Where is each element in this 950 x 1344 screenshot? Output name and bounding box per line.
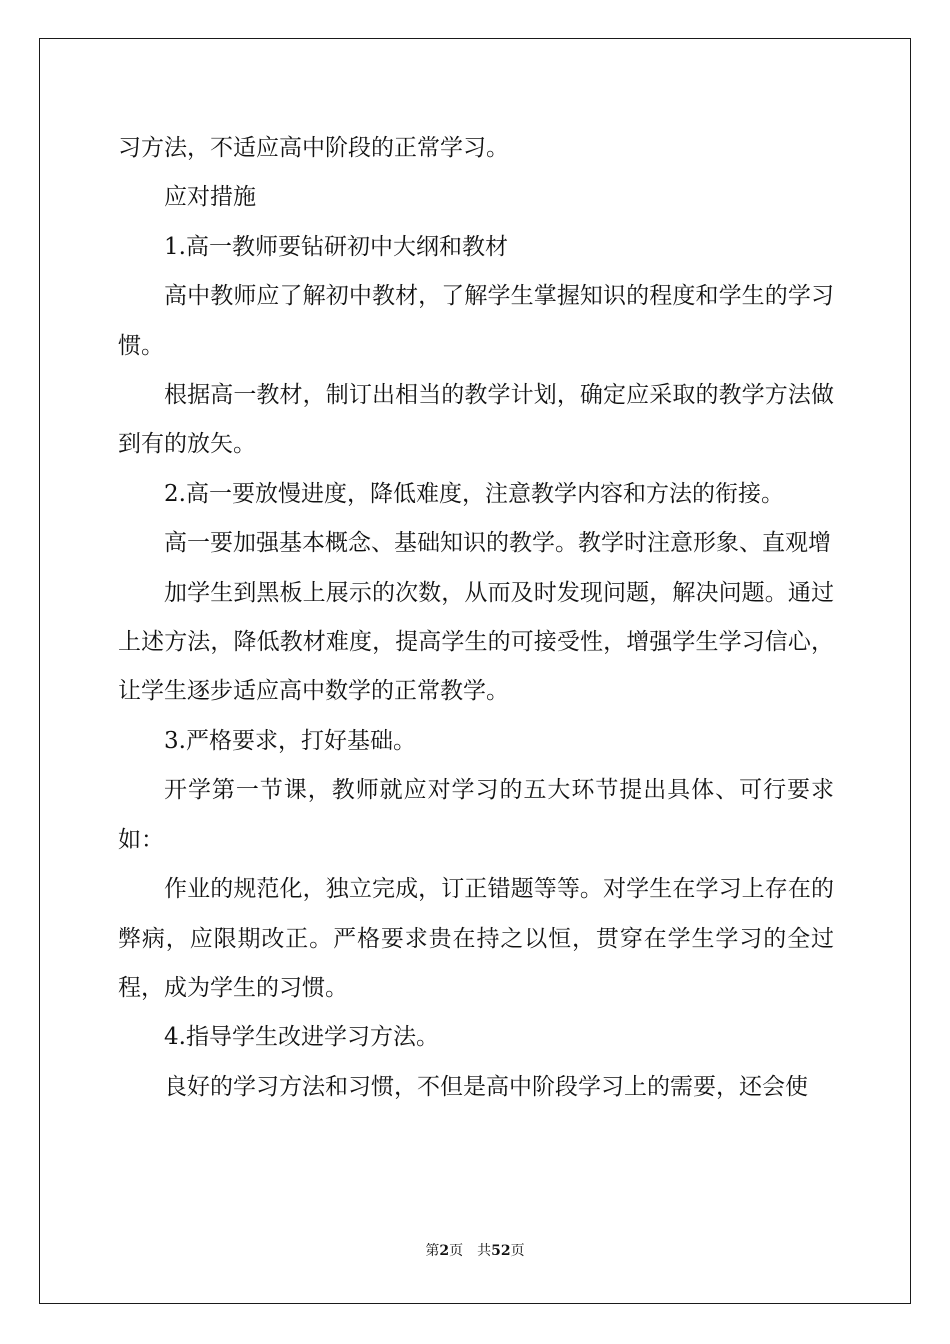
paragraph-5: 2.高一要放慢进度，降低难度，注意教学内容和方法的衔接。 <box>164 480 784 507</box>
paragraph-6: 高一要加强基本概念、基础知识的教学。教学时注意形象、直观增 <box>164 530 831 557</box>
paragraph-4: 根据高一教材，制订出相当的教学计划，确定应采取的教学方法做到有的放矢。 <box>118 382 834 458</box>
footer-page-suffix: 页 <box>449 1243 464 1259</box>
footer-prefix: 第 <box>425 1243 440 1259</box>
footer-total-suffix: 页 <box>510 1243 525 1259</box>
footer-total-pages: 52 <box>491 1243 511 1259</box>
paragraph-2: 1.高一教师要钻研初中大纲和教材 <box>164 233 508 260</box>
paragraph-1: 应对措施 <box>164 184 256 211</box>
page-footer <box>0 1240 950 1260</box>
paragraph-9: 开学第一节课，教师就应对学习的五大环节提出具体、可行要求如： <box>118 777 834 853</box>
paragraph-8: 3.严格要求，打好基础。 <box>164 727 416 754</box>
footer-total-prefix: 共 <box>477 1243 492 1259</box>
paragraph-11: 4.指导学生改进学习方法。 <box>164 1024 439 1051</box>
paragraph-7: 加学生到黑板上展示的次数，从而及时发现问题，解决问题。通过上述方法，降低教材难度，提高学生的可接受性，增强学生学习信心，让学生逐步适应高中数学的正常教学。 <box>118 579 834 705</box>
body-text <box>118 124 834 1112</box>
paragraph-10: 作业的规范化，独立完成，订正错题等等。对学生在学习上存在的弊病，应限期改正。严格要求贵在持之以恒，贯穿在学生学习的全过程，成为学生的习惯。 <box>118 876 834 1001</box>
paragraph-3: 高中教师应了解初中教材，了解学生掌握知识的程度和学生的学习惯。 <box>118 283 834 359</box>
footer-page-number: 2 <box>439 1243 450 1259</box>
paragraph-12: 良好的学习方法和习惯，不但是高中阶段学习上的需要，还会使 <box>164 1073 808 1100</box>
paragraph-0: 习方法，不适应高中阶段的正常学习。 <box>118 135 509 161</box>
